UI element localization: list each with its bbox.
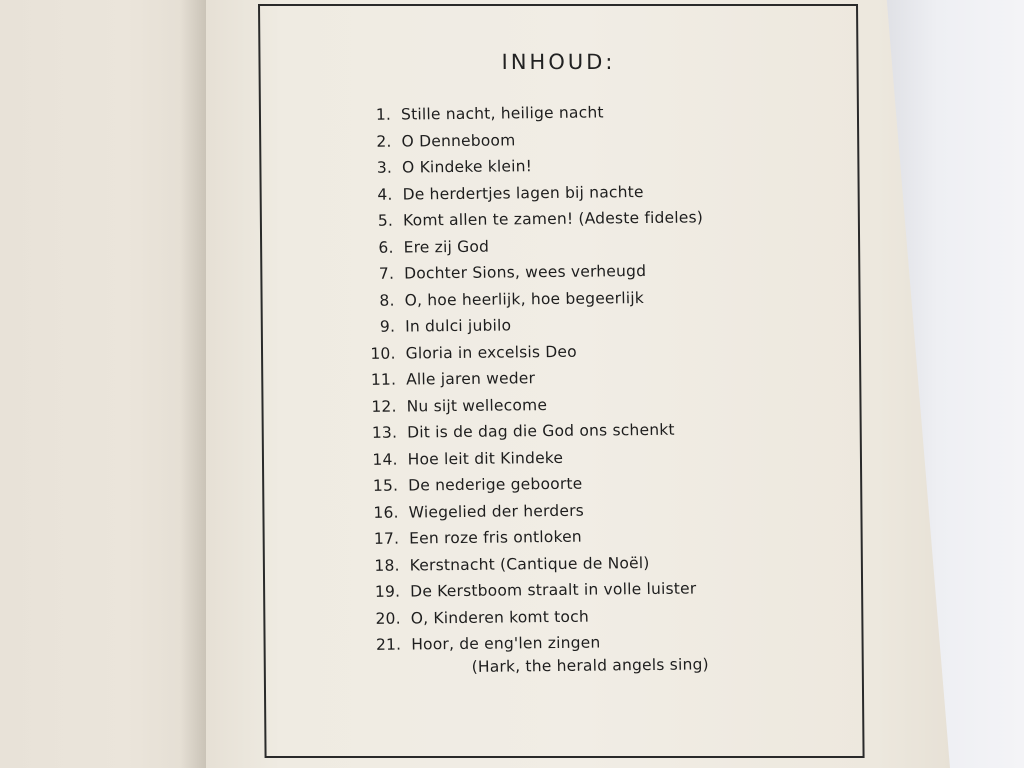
contents-heading: INHOUD:: [501, 50, 616, 74]
toc-entry-title-text: Ere zij God: [403, 237, 490, 257]
toc-entry-title: [401, 101, 837, 124]
toc-entry-title-text: Nu sijt wellecome: [406, 395, 548, 416]
toc-entry-title-text: De herdertjes lagen bij nachte: [402, 182, 644, 204]
contents-frame: [258, 4, 865, 758]
toc-entry-title-text: O Denneboom: [401, 130, 516, 151]
table-of-contents: [357, 101, 848, 696]
toc-entry-number: 3.: [376, 158, 393, 177]
toc-entry-title-text: Hoor, de eng'len zingen: [411, 633, 601, 654]
toc-entry-subtitle: (Hark, the herald angels sing): [471, 655, 709, 676]
toc-entry-title: [409, 525, 845, 548]
toc-entry-title: [411, 604, 847, 627]
toc-entry-number: 6.: [378, 238, 394, 257]
toc-entry-title-text: Stille nacht, heilige nacht: [400, 103, 604, 124]
toc-entry-number: 19.: [374, 582, 401, 601]
toc-entry-number: 14.: [372, 450, 398, 469]
toc-entry-title: [410, 551, 846, 574]
toc-entry-number: 5.: [377, 211, 394, 230]
toc-entry: [367, 631, 848, 696]
toc-entry-title-text: Dit is de dag die God ons schenkt: [406, 420, 675, 442]
toc-entry-title: [404, 286, 840, 309]
toc-entry-title: [403, 207, 839, 230]
toc-entry-title-text: Kerstnacht (Cantique de Noël): [409, 553, 650, 575]
toc-entry-title: [403, 233, 839, 256]
toc-entry-number: 11.: [370, 370, 397, 389]
toc-entry-title-text: In dulci jubilo: [404, 316, 512, 336]
toc-entry-title: [404, 260, 840, 283]
toc-entry-number: 9.: [379, 317, 396, 336]
toc-entry-title-text: Gloria in excelsis Deo: [405, 342, 578, 363]
toc-entry-number: 10.: [370, 344, 396, 363]
toc-entry-title-text: O Kindeke klein!: [401, 157, 533, 177]
toc-entry-number: 18.: [374, 556, 400, 575]
toc-entry-number: 7.: [378, 264, 395, 283]
toc-entry-title: [402, 154, 838, 177]
toc-entry-title-text: Wiegelied der herders: [408, 501, 585, 522]
toc-entry-title: [401, 127, 837, 150]
toc-entry-title-text: Dochter Sions, wees verheugd: [403, 261, 647, 283]
toc-entry-title-text: O, hoe heerlijk, hoe begeerlijk: [404, 288, 645, 310]
toc-entry-title: [405, 313, 841, 336]
toc-entry-number: 15.: [372, 476, 399, 495]
toc-entry-title: [409, 498, 845, 521]
toc-entry-title-text: De nederige geboorte: [408, 474, 583, 495]
toc-entry-number: 17.: [373, 529, 400, 548]
toc-entry-title: [411, 631, 848, 677]
toc-entry-title-text: De Kerstboom straalt in volle luister: [410, 579, 697, 601]
toc-entry-title: [410, 578, 846, 601]
toc-entry-number: 16.: [373, 503, 399, 522]
toc-entry-number: 4.: [377, 185, 393, 204]
toc-entry-number: 2.: [376, 132, 392, 151]
toc-entry-title-text: O, Kinderen komt toch: [410, 607, 590, 628]
toc-entry-title: [407, 419, 843, 442]
toc-entry-title: [406, 392, 842, 415]
toc-entry-title-text: Een roze fris ontloken: [409, 527, 583, 548]
toc-entry-number: 12.: [371, 397, 397, 416]
toc-entry-number: 21.: [375, 635, 402, 654]
toc-entry-title-text: Alle jaren weder: [405, 369, 536, 389]
toc-entry-title: [406, 366, 842, 389]
toc-entry-number: 8.: [379, 291, 395, 310]
toc-entry-title: [407, 445, 843, 468]
toc-entry-number: 20.: [375, 609, 401, 628]
toc-entry-title-text: Komt allen te zamen! (Adeste fideles): [402, 208, 704, 230]
toc-entry-number: 1.: [375, 105, 392, 124]
toc-entry-title: [402, 180, 838, 203]
toc-entry-number: 13.: [371, 423, 398, 442]
toc-entry-title-text: Hoe leit dit Kindeke: [407, 448, 564, 469]
toc-entry-title: [408, 472, 844, 495]
toc-entry-title: [405, 339, 841, 362]
